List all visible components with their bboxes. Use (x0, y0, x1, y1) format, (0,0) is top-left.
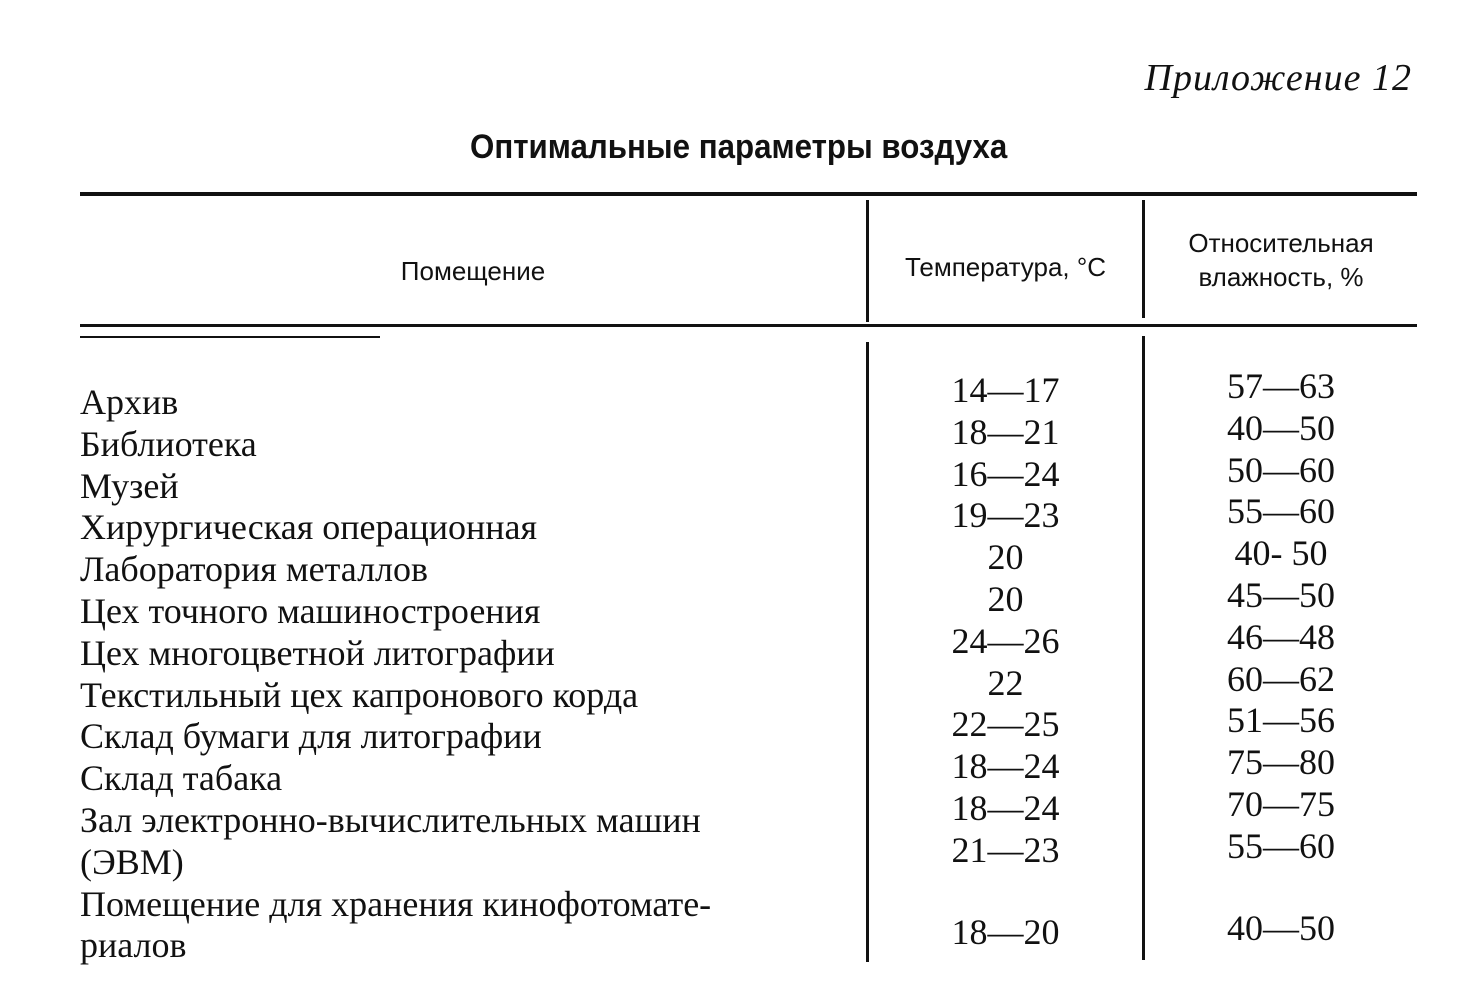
humidity-value: 57—63 (1227, 366, 1335, 406)
room-name-continuation: (ЭВМ) (80, 841, 184, 882)
humidity-value: 50—60 (1227, 449, 1335, 490)
header-sub-rule (80, 336, 380, 338)
humidity-column (1145, 366, 1417, 949)
temperature-value: 18—24 (951, 787, 1060, 828)
header-humidity-line1: Относительная (1188, 228, 1374, 258)
room-name: Библиотека (80, 423, 257, 464)
humidity-value: 51—56 (1227, 700, 1335, 741)
temperature-value: 18—21 (951, 411, 1060, 452)
room-name: Лаборатория металлов (80, 549, 428, 590)
room-name: Цех многоцветной литографии (80, 632, 555, 673)
room-name: Архив (80, 382, 179, 422)
temperature-value: 20 (987, 537, 1024, 578)
humidity-value: 45—50 (1227, 574, 1335, 615)
room-name: Склад табака (80, 758, 283, 799)
humidity-value: 75—80 (1227, 742, 1335, 783)
temperature-value: 16—24 (951, 453, 1060, 494)
room-column (80, 382, 860, 967)
room-name: Склад бумаги для литографии (80, 716, 542, 757)
room-name: Помещение для хранения кинофотомате- (80, 883, 712, 924)
temperature-value: 22 (987, 662, 1024, 703)
temperature-value: 19—23 (951, 495, 1060, 536)
room-name: Зал электронно-вычислительных машин (80, 799, 701, 840)
room-name-continuation: риалов (80, 925, 187, 966)
temperature-value: 21—23 (951, 829, 1060, 870)
humidity-value: 70—75 (1227, 783, 1335, 824)
humidity-value: 55—60 (1227, 825, 1335, 866)
appendix-label: Приложение 12 (1144, 57, 1412, 99)
table-title: Оптимальные параметры воздуха (470, 128, 1008, 166)
table-top-rule (80, 192, 1417, 196)
humidity-value: 60—62 (1227, 658, 1335, 699)
temperature-value: 24—26 (951, 620, 1060, 661)
temperature-value: 18—24 (951, 746, 1060, 787)
header-humidity (1145, 226, 1417, 294)
room-name: Музей (80, 465, 179, 506)
temperature-column (869, 370, 1142, 953)
humidity-value: 40—50 (1227, 907, 1335, 948)
header-humidity-line2: влажность, % (1198, 262, 1364, 292)
header-bottom-rule (80, 324, 1417, 327)
room-name: Цех точного машиностроения (80, 590, 541, 631)
header-room: Помещение (400, 256, 546, 286)
temperature-value: 14—17 (951, 370, 1060, 410)
temperature-value: 22—25 (951, 704, 1060, 745)
room-name: Хирургическая операционная (80, 507, 538, 548)
temperature-value: 20 (987, 578, 1024, 619)
humidity-value: 40- 50 (1234, 533, 1328, 574)
temperature-value: 18—20 (951, 911, 1060, 952)
humidity-value: 46—48 (1227, 616, 1335, 657)
room-name: Текстильный цех капронового корда (80, 674, 639, 715)
humidity-value: 40—50 (1227, 407, 1335, 448)
header-temperature: Температура, °С (904, 252, 1107, 282)
humidity-value: 55—60 (1227, 491, 1335, 532)
